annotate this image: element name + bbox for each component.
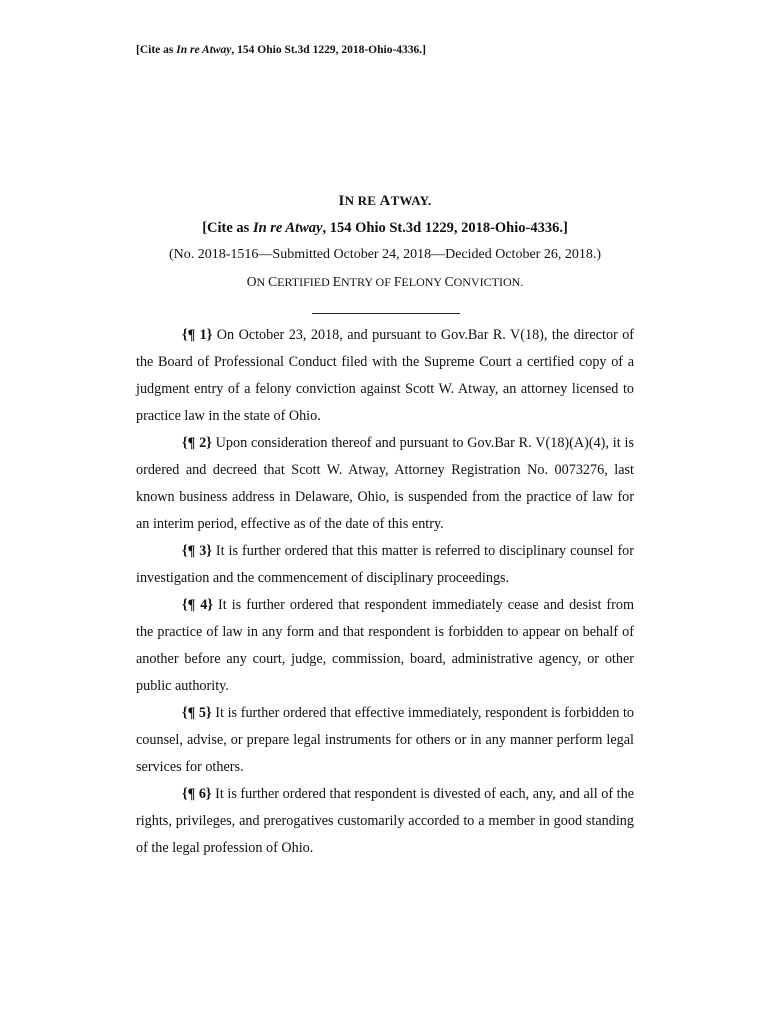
proceeding-w2-rest: ERTIFIED [277, 275, 333, 289]
case-title-in-rest: N RE [344, 193, 380, 208]
citation-line [0, 220, 770, 237]
paragraph-text: It is further ordered that respondent immediately cease and desist from the practice of law in any form and that respondent is forbidden to appear on behalf of another before any court, judge, commission, board, administrative agency, or other public authority. [136, 597, 634, 694]
paragraph-number: {¶ 1} [182, 327, 213, 343]
case-title-name-cap: A [379, 193, 391, 209]
proceeding-w4-rest: ELONY [401, 275, 445, 289]
running-head [136, 44, 426, 56]
paragraph-4 [136, 592, 634, 700]
case-title [0, 193, 770, 210]
running-head-case-name: In re Atway [176, 44, 232, 56]
proceeding-w5-rest: ONVICTION. [453, 275, 524, 289]
paragraph-5 [136, 700, 634, 781]
paragraph-number: {¶ 5} [182, 705, 212, 721]
paragraph-6 [136, 781, 634, 862]
paragraph-text: It is further ordered that respondent is divested of each, any, and all of the rights, privileges, and prerogatives customarily accorded to a member in good standing of the legal profession of Ohio. [136, 786, 634, 856]
case-title-in-cap: I [338, 193, 345, 209]
proceeding-w3-cap: E [332, 274, 341, 289]
running-head-prefix: [Cite as [136, 44, 177, 56]
proceeding-w4-cap: F [393, 274, 402, 289]
proceeding-w1-cap: O [246, 274, 257, 289]
proceeding-w1-rest: N [256, 275, 269, 289]
citation-suffix: , 154 Ohio St.3d 1229, 2018-Ohio-4336.] [322, 220, 568, 236]
paragraph-text: It is further ordered that this matter is referred to disciplinary counsel for investigation and the commencement of disciplinary proceedings. [136, 543, 634, 586]
running-head-suffix: , 154 Ohio St.3d 1229, 2018-Ohio-4336.] [231, 44, 426, 56]
opinion-body [136, 322, 634, 862]
proceeding-w3-rest: NTRY OF [340, 275, 394, 289]
proceeding-w2-cap: C [268, 274, 278, 289]
paragraph-2 [136, 430, 634, 538]
paragraph-text: It is further ordered that effective immediately, respondent is forbidden to counsel, advise, or prepare legal instruments for others or in any manner perform legal services for others. [136, 705, 635, 775]
citation-case-name: In re Atway [252, 220, 323, 236]
paragraph-number: {¶ 3} [182, 543, 212, 559]
paragraph-1 [136, 322, 634, 430]
paragraph-number: {¶ 6} [182, 786, 212, 802]
proceeding-w5-cap: C [444, 274, 454, 289]
paragraph-number: {¶ 2} [182, 435, 212, 451]
separator-rule [312, 313, 460, 314]
citation-prefix: [Cite as [202, 220, 253, 236]
docket-line: (No. 2018-1516—Submitted October 24, 2018—Decided October 26, 2018.) [169, 247, 601, 262]
paragraph-text: Upon consideration thereof and pursuant to Gov.Bar R. V(18)(A)(4), it is ordered and decreed that Scott W. Atway, Attorney Registration No. 0073276, last known business address in Delaware, Ohio, is suspended from the practice of law for an interim period, effective as of the date of this entry. [136, 435, 634, 532]
paragraph-3 [136, 538, 634, 592]
paragraph-text: On October 23, 2018, and pursuant to Gov.Bar R. V(18), the director of the Board of Professional Conduct filed with the Supreme Court a certified copy of a judgment entry of a felony conviction against Scott W. Atway, an attorney licensed to practice law in the state of Ohio. [136, 327, 635, 424]
paragraph-number: {¶ 4} [182, 597, 213, 613]
case-title-name-rest: TWAY. [390, 193, 432, 208]
proceeding-line [0, 274, 770, 290]
